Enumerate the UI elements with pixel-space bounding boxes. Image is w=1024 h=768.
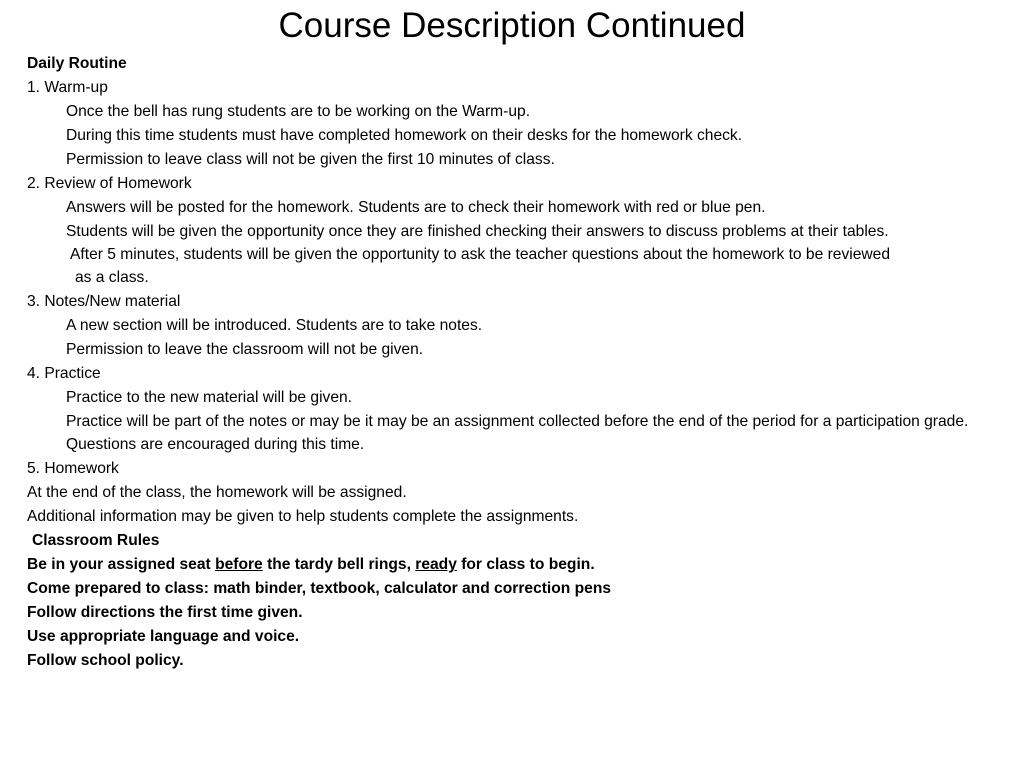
rule-item bbox=[27, 555, 987, 575]
daily-routine-heading: Daily Routine bbox=[27, 55, 127, 72]
rule-item: Use appropriate language and voice. bbox=[27, 628, 300, 645]
rule-text: the tardy bell rings, bbox=[262, 556, 416, 573]
review-item: Answers will be posted for the homework. Students are to check their homework with red or blue pen. bbox=[66, 199, 766, 216]
review-item-text: After 5 minutes, students will be given the opportunity to ask the teacher questions about the homework to be reviewed bbox=[70, 246, 891, 263]
warmup-item: Once the bell has rung students are to be working on the Warm-up. bbox=[66, 103, 531, 120]
practice-item: Practice will be part of the notes or may be it may be an assignment collected before the end of the period for a participation grade. bbox=[66, 413, 969, 430]
notes-item: Permission to leave the classroom will not be given. bbox=[66, 341, 424, 358]
slide-title: Course Description Continued bbox=[278, 6, 746, 45]
warmup-item: During this time students must have completed homework on their desks for the homework check. bbox=[66, 127, 743, 144]
notes-heading: 3. Notes/New material bbox=[27, 293, 181, 310]
rule-item: Follow directions the first time given. bbox=[27, 604, 303, 621]
homework-heading: 5. Homework bbox=[27, 460, 119, 477]
practice-item: Practice to the new material will be given. bbox=[66, 389, 353, 406]
rule-text: Be in your assigned seat bbox=[27, 556, 216, 573]
review-heading: 2. Review of Homework bbox=[27, 175, 192, 192]
review-item: Students will be given the opportunity once they are finished checking their answers to discuss problems at their tables. bbox=[66, 223, 889, 240]
rule-item: Follow school policy. bbox=[27, 652, 184, 669]
slide-body bbox=[27, 54, 987, 675]
notes-item: A new section will be introduced. Students are to take notes. bbox=[66, 317, 483, 334]
rule-emphasis: before bbox=[215, 556, 263, 573]
practice-item: Questions are encouraged during this time. bbox=[66, 436, 365, 453]
homework-line: Additional information may be given to help students complete the assignments. bbox=[27, 508, 579, 525]
review-item-continuation: as a class. bbox=[75, 269, 149, 286]
warmup-heading: 1. Warm-up bbox=[27, 79, 108, 96]
practice-heading: 4. Practice bbox=[27, 365, 101, 382]
homework-line: At the end of the class, the homework will be assigned. bbox=[27, 484, 407, 501]
rule-emphasis: ready bbox=[415, 556, 457, 573]
review-item bbox=[27, 245, 987, 264]
rule-text: for class to begin. bbox=[456, 556, 595, 573]
warmup-item: Permission to leave class will not be given the first 10 minutes of class. bbox=[66, 151, 555, 168]
rule-item: Come prepared to class: math binder, textbook, calculator and correction pens bbox=[27, 580, 612, 597]
classroom-rules-heading: Classroom Rules bbox=[32, 532, 160, 549]
